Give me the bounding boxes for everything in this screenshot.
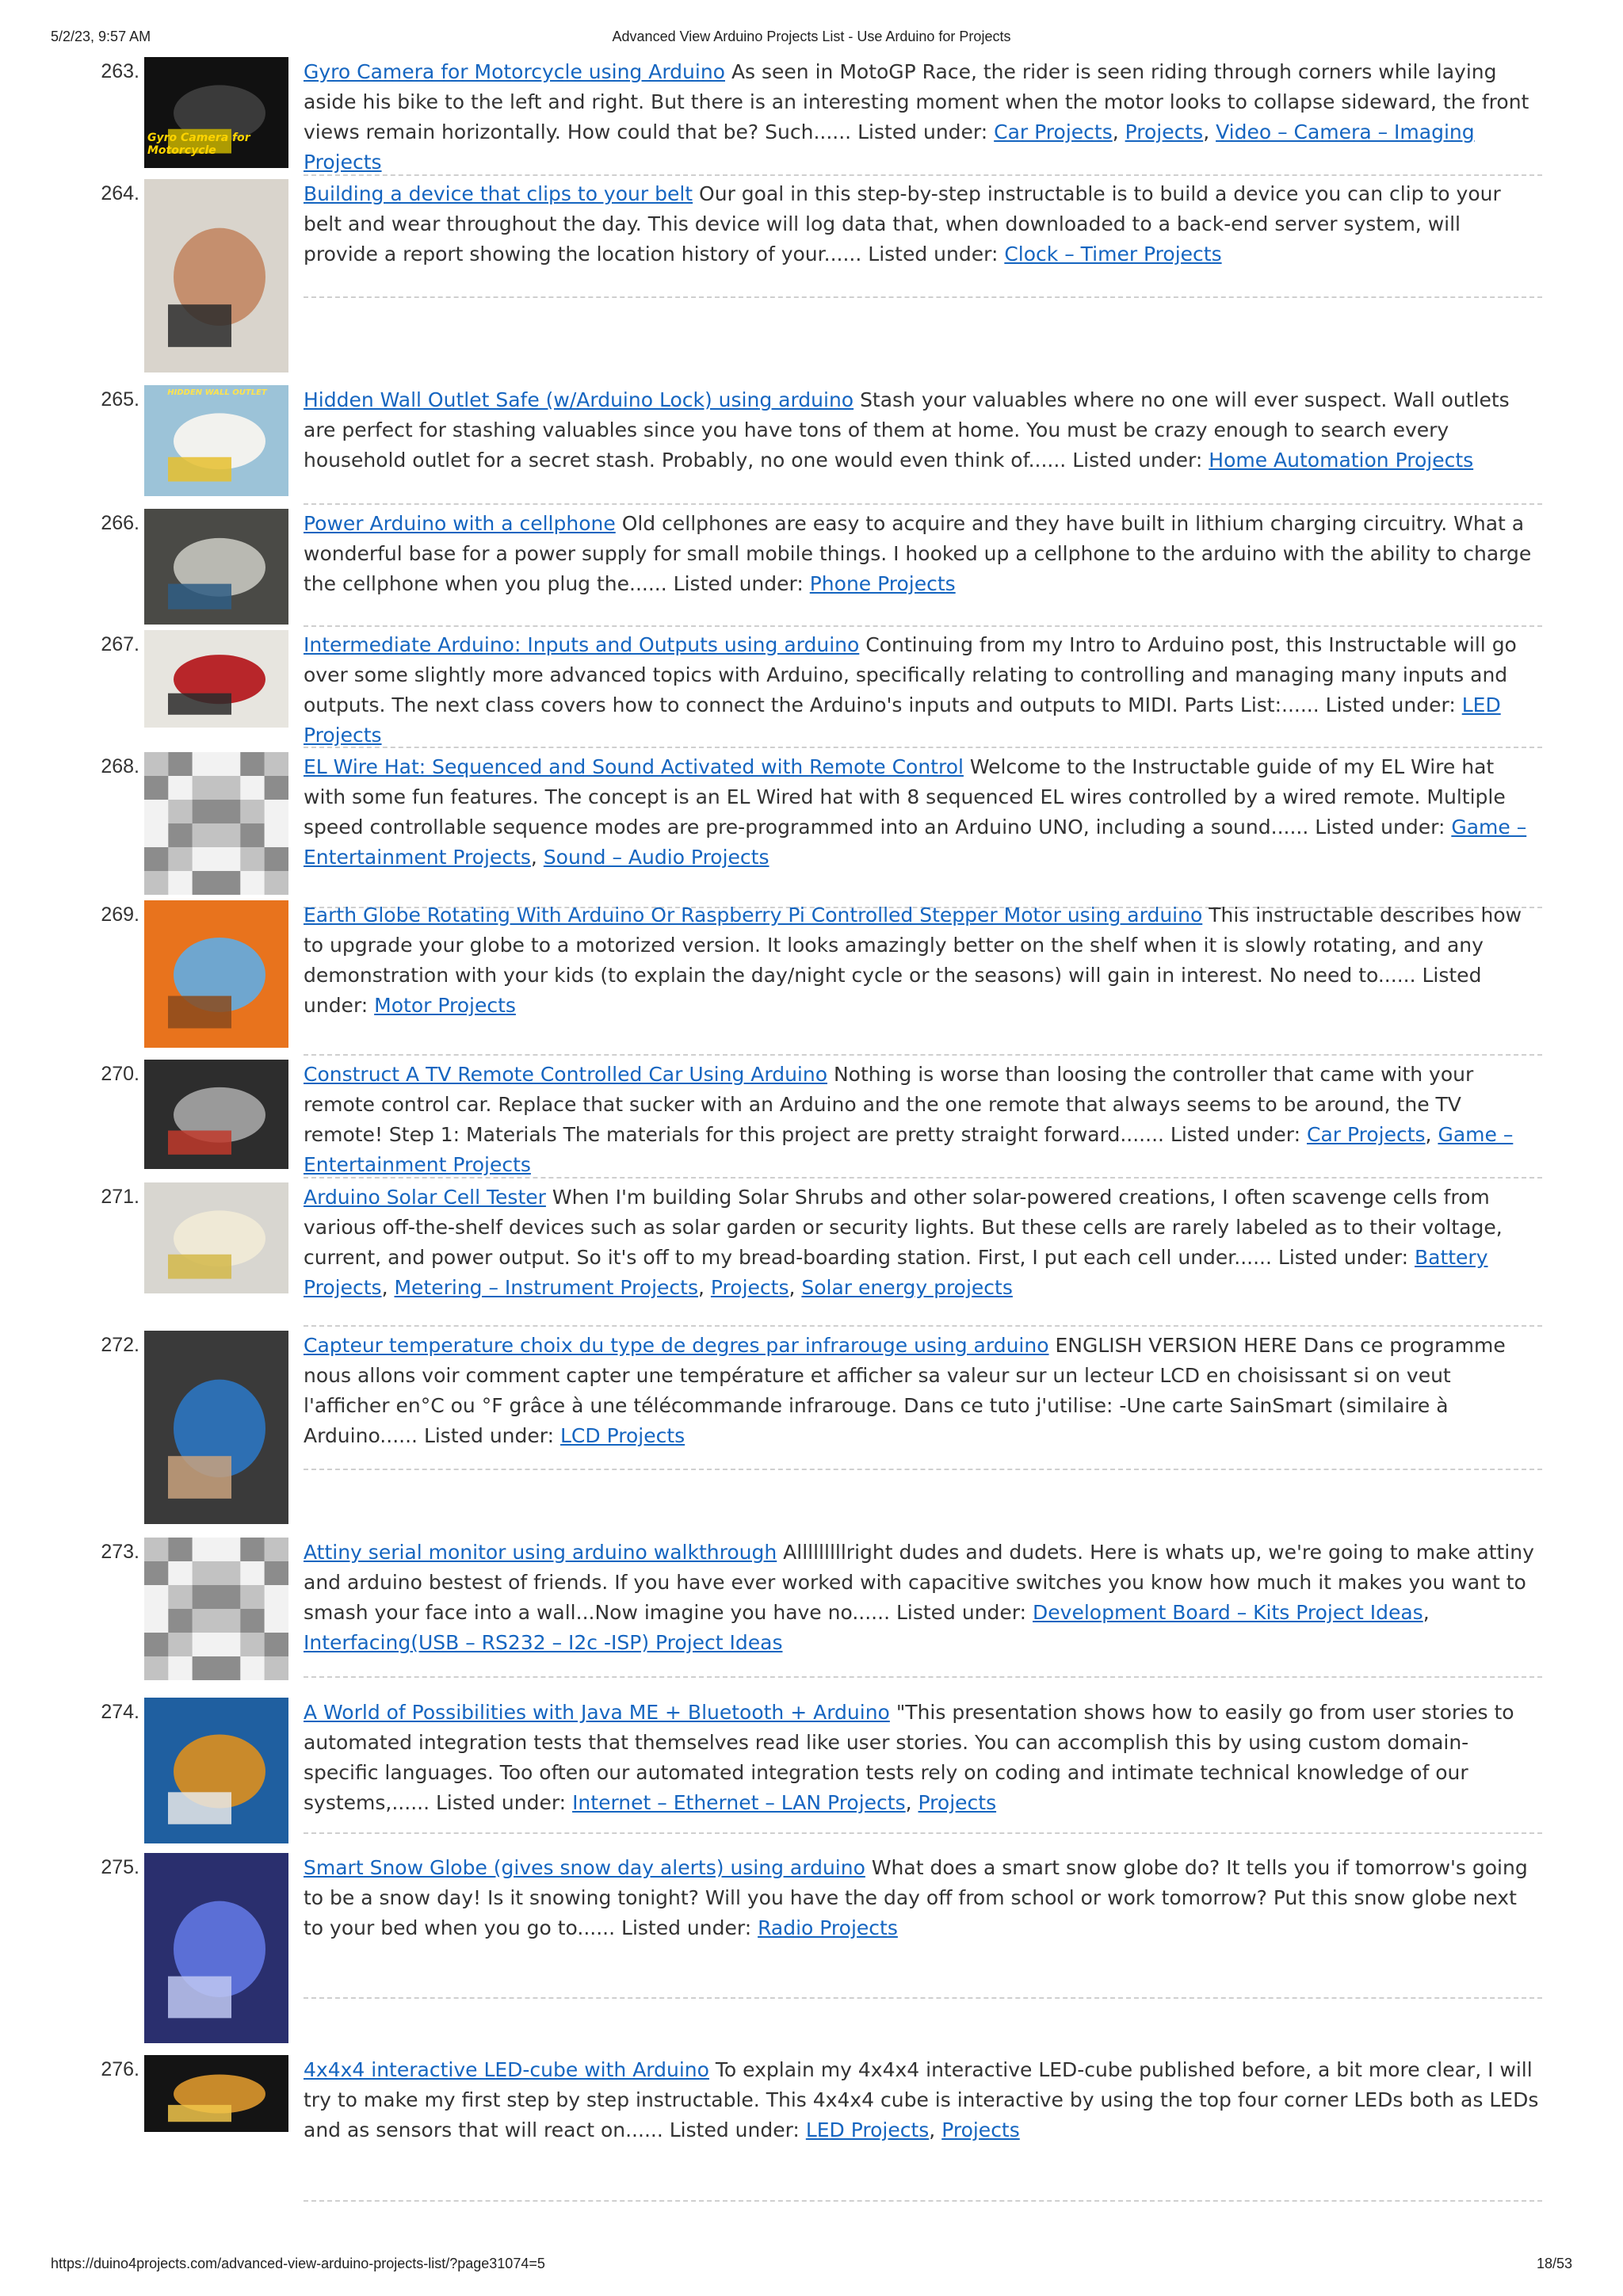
print-header [51, 29, 1572, 48]
category-link[interactable]: Phone Projects [809, 572, 956, 595]
category-link[interactable]: Projects [710, 1276, 789, 1299]
category-link[interactable]: Development Board – Kits Project Ideas [1033, 1601, 1423, 1624]
item-number: 265. [101, 388, 139, 411]
print-footer [51, 2256, 1572, 2275]
thumbnail-caption: HIDDEN WALL OUTLET [167, 388, 267, 397]
category-link[interactable]: Game – Entertainment Projects [304, 1123, 1514, 1176]
project-title-link[interactable]: Building a device that clips to your belt [304, 182, 693, 205]
item-divider [304, 1997, 1542, 1999]
project-thumbnail[interactable] [144, 630, 288, 728]
item-number: 264. [101, 182, 139, 204]
item-body: Construct A TV Remote Controlled Car Using Arduino Nothing is worse than loosing the controller that came with your remote control car. Replace that sucker with an Arduino and the one remote that always seems to be around, the TV remote! Step 1: Materials The materials for this project are pretty straight forward....... Listed under: Car Projects, Game – Entertainment Projects [304, 1063, 1514, 1176]
project-description: When I'm building Solar Shrubs and other solar-powered creations, I often scavenge cells from various off-the-shelf devices such as solar garden or security lights. But these cells are rarely labeled as to their voltage, current, and power output. So it's off to my bread-boarding station. First, I put each cell under...... [304, 1186, 1503, 1269]
category-link[interactable]: Projects [1125, 120, 1204, 143]
project-title-link[interactable]: Capteur temperature choix du type de degres par infrarouge using arduino [304, 1334, 1049, 1357]
category-link[interactable]: Radio Projects [758, 1916, 898, 1939]
item-number: 275. [101, 1856, 139, 1878]
list-item [0, 1698, 1623, 1842]
project-description: This instructable describes how to upgrade your globe to a motorized version. It looks amazingly better on the shelf when it is slowly rotating, and any demonstration with your kids (to explain the day/night cycle or the seasons) will gain in interest. No need to...... [304, 904, 1522, 987]
item-body: A World of Possibilities with Java ME + Bluetooth + Arduino "This presentation shows how to easily go from user stories to automated integration tests that themselves read like user stories. You can accomplish this by using custom domain-specific languages. Too often our automated integration tests rely on coding and intimate technical knowledge of our systems,...... Listed under: Internet – Ethernet – LAN Projects, Projects [304, 1701, 1514, 1814]
item-number: 273. [101, 1541, 139, 1563]
listed-under-label: Listed under: [1315, 816, 1445, 839]
list-item [0, 179, 1623, 379]
category-link[interactable]: Car Projects [994, 120, 1113, 143]
project-thumbnail[interactable] [144, 1060, 288, 1169]
item-body: Gyro Camera for Motorcycle using Arduino As seen in MotoGP Race, the rider is seen riding through corners while laying aside his bike to the left and right. But there is an interesting moment when the motor looks to collapse sideward, the front views remain horizontally. How could that be? Such...... Listed under: Car Projects, Projects, Video – Camera – Imaging Projects [304, 60, 1529, 174]
project-title-link[interactable]: Power Arduino with a cellphone [304, 512, 616, 535]
project-description: Alllllllllright dudes and dudets. Here is whats up, we're going to make attiny and arduino bestest of friends. If you have ever worked with capacitive switches you know how much it makes you want to smash your face into a wall...Now imagine you have no...... [304, 1541, 1534, 1624]
project-title-link[interactable]: Gyro Camera for Motorcycle using Arduino [304, 60, 725, 83]
item-divider [304, 1469, 1542, 1470]
item-body [304, 509, 1540, 599]
item-divider [304, 1832, 1542, 1834]
category-link[interactable]: Clock – Timer Projects [1004, 243, 1222, 266]
item-number: 263. [101, 60, 139, 82]
project-title-link[interactable]: Intermediate Arduino: Inputs and Outputs using arduino [304, 633, 860, 656]
project-description: What does a smart snow globe do? It tells you if tomorrow's going to be a snow day! Is it snowing tonight? Will you have the day off from school or work tomorrow? Put this snow globe next to your bed when you go to...... [304, 1856, 1528, 1939]
project-description: Our goal in this step-by-step instructable is to build a device you can clip to your belt and wear throughout the day. This device will log data that, when downloaded to a back-end server system, will provide a report showing the location history of your...... [304, 182, 1501, 266]
item-divider [304, 2200, 1542, 2202]
listed-under-label: Listed under: [436, 1791, 567, 1814]
project-description: "This presentation shows how to easily go from user stories to automated integration tests that themselves read like user stories. You can accomplish this by using custom domain-specific languages. Too often our automated integration tests rely on coding and intimate technical knowledge of our systems,...... [304, 1701, 1514, 1814]
item-body [304, 1853, 1540, 1943]
item-number: 270. [101, 1063, 139, 1085]
project-thumbnail[interactable] [144, 1331, 288, 1524]
category-link[interactable]: Motor Projects [374, 994, 516, 1017]
category-link[interactable]: Metering – Instrument Projects [394, 1276, 698, 1299]
list-item [0, 2055, 1623, 2176]
category-link[interactable]: LED Projects [304, 693, 1501, 747]
list-item [0, 509, 1623, 625]
item-divider [304, 747, 1542, 748]
item-body [304, 1331, 1540, 1451]
list-item [0, 1538, 1623, 1683]
item-divider [304, 503, 1542, 505]
list-item [0, 900, 1623, 1053]
listed-under-label: Listed under: [1072, 449, 1203, 472]
project-thumbnail[interactable] [144, 509, 288, 625]
listed-under-label: Listed under: [621, 1916, 752, 1939]
project-thumbnail[interactable] [144, 752, 288, 895]
thumbnail-caption: Gyro Camera for Motorcycle [147, 132, 250, 157]
item-number: 268. [101, 755, 139, 777]
listed-under-label: Listed under: [1325, 693, 1456, 716]
item-number: 272. [101, 1334, 139, 1356]
project-title-link[interactable]: Smart Snow Globe (gives snow day alerts) using arduino [304, 1856, 865, 1879]
item-number: 266. [101, 512, 139, 534]
item-body: EL Wire Hat: Sequenced and Sound Activated with Remote Control Welcome to the Instructable guide of my EL Wire hat with some fun features. The concept is an EL Wired hat with 8 sequenced EL wires controlled by a wired remote. Multiple speed controllable sequence modes are pre-programmed into an Arduino UNO, including a sound...... Listed under: Game – Entertainment Projects, Sound – Audio Projects [304, 755, 1527, 869]
category-link[interactable]: Battery Projects [304, 1246, 1488, 1299]
list-item [0, 1853, 1623, 2046]
page-number: 18/53 [1536, 2256, 1572, 2271]
item-number: 269. [101, 904, 139, 926]
list-item [0, 1331, 1623, 1531]
category-link[interactable]: Game – Entertainment Projects [304, 816, 1527, 869]
project-thumbnail[interactable] [144, 1853, 288, 2043]
project-title-link[interactable]: EL Wire Hat: Sequenced and Sound Activated with Remote Control [304, 755, 964, 778]
project-description: ENGLISH VERSION HERE Dans ce programme nous allons voir comment capter une température et afficher sa valeur sur un lecteur LCD en choisissant si on veut l'afficher en°C ou °F grâce à une télécommande infrarouge. Dans ce tuto j'utilise: -Une carte SainSmart (similaire à Arduino...... [304, 1334, 1506, 1447]
list-item [0, 1060, 1623, 1177]
project-title-link[interactable]: 4x4x4 interactive LED-cube with Arduino [304, 2058, 709, 2081]
category-link[interactable]: LED Projects [805, 2118, 930, 2141]
item-body: Arduino Solar Cell Tester When I'm building Solar Shrubs and other solar-powered creations, I often scavenge cells from various off-the-shelf devices such as solar garden or security lights. But these cells are rarely labeled as to their voltage, current, and power output. So it's off to my bread-boarding station. First, I put each cell under...... Listed under: Battery Projects, Metering – Instrument Projects, Projects, Solar energy projects [304, 1186, 1503, 1299]
project-title-link[interactable]: Earth Globe Rotating With Arduino Or Raspberry Pi Controlled Stepper Motor using arduino [304, 904, 1203, 926]
category-link[interactable]: Interfacing(USB – RS232 – I2c -ISP) Project Ideas [304, 1631, 783, 1654]
project-title-link[interactable]: A World of Possibilities with Java ME + Bluetooth + Arduino [304, 1701, 890, 1724]
project-thumbnail[interactable] [144, 1182, 288, 1293]
project-title-link[interactable]: Arduino Solar Cell Tester [304, 1186, 546, 1209]
page-url: https://duino4projects.com/advanced-view-arduino-projects-list/?page31074=5 [51, 2256, 545, 2271]
listed-under-label: Listed under: [857, 120, 988, 143]
item-number: 276. [101, 2058, 139, 2080]
item-divider [304, 1054, 1542, 1056]
listed-under-label: Listed under: [673, 572, 804, 595]
listed-under-label: Listed under: [1170, 1123, 1301, 1146]
project-thumbnail[interactable] [144, 1538, 288, 1680]
print-datetime: 5/2/23, 9:57 AM [51, 29, 151, 44]
list-item [0, 57, 1623, 173]
listed-under-label: Listed under: [669, 2118, 800, 2141]
item-body: 4x4x4 interactive LED-cube with Arduino To explain my 4x4x4 interactive LED-cube published before, a bit more clear, I will try to make my first step by step instructable. This 4x4x4 cube is interactive by using the top four corner LEDs both as LEDs and as sensors that will react on...... Listed under: LED Projects, Projects [304, 2058, 1539, 2141]
project-thumbnail[interactable] [144, 179, 288, 372]
project-thumbnail[interactable] [144, 1698, 288, 1843]
project-thumbnail[interactable] [144, 900, 288, 1048]
project-title-link[interactable]: Hidden Wall Outlet Safe (w/Arduino Lock) using arduino [304, 388, 854, 411]
item-divider [304, 174, 1542, 176]
item-body [304, 630, 1540, 751]
listed-under-label: Listed under: [868, 243, 999, 266]
category-link[interactable]: Internet – Ethernet – LAN Projects [572, 1791, 906, 1814]
page-title: Advanced View Arduino Projects List - Use Arduino for Projects [612, 29, 1011, 44]
item-divider [304, 625, 1542, 627]
item-body [304, 179, 1540, 269]
category-link[interactable]: Car Projects [1306, 1123, 1426, 1146]
item-divider [304, 1177, 1542, 1179]
category-link[interactable]: Video – Camera – Imaging Projects [304, 120, 1475, 174]
list-item [0, 1182, 1623, 1325]
item-divider [304, 1325, 1542, 1327]
category-link[interactable]: Projects [941, 2118, 1020, 2141]
category-link[interactable]: Solar energy projects [801, 1276, 1013, 1299]
listed-under-label: Listed under: [423, 1424, 555, 1447]
item-body: Attiny serial monitor using arduino walkthrough Alllllllllright dudes and dudets. Here is whats up, we're going to make attiny and arduino bestest of friends. If you have ever worked with capacitive switches you know how much it makes you want to smash your face into a wall...Now imagine you have no...... Listed under: Development Board – Kits Project Ideas, Interfacing(USB – RS232 – I2c -ISP) Project Ideas [304, 1541, 1534, 1654]
list-item [0, 752, 1623, 895]
list-item [0, 385, 1623, 504]
project-thumbnail[interactable] [144, 2055, 288, 2132]
listed-under-label: Listed under: [1277, 1246, 1409, 1269]
project-description: To explain my 4x4x4 interactive LED-cube published before, a bit more clear, I will try to make my first step by step instructable. This 4x4x4 cube is interactive by using the top four corner LEDs both as LEDs and as sensors that will react on...... [304, 2058, 1539, 2141]
project-title-link[interactable]: Construct A TV Remote Controlled Car Using Arduino [304, 1063, 827, 1086]
project-description: As seen in MotoGP Race, the rider is seen riding through corners while laying aside his bike to the left and right. But there is an interesting moment when the motor looks to collapse sideward, the front views remain horizontally. How could that be? Such...... [304, 60, 1529, 143]
item-divider [304, 1676, 1542, 1678]
listed-under-label: Listed under: [896, 1601, 1027, 1624]
project-title-link[interactable]: Attiny serial monitor using arduino walkthrough [304, 1541, 777, 1564]
category-link[interactable]: Sound – Audio Projects [543, 846, 769, 869]
project-thumbnail[interactable] [144, 57, 288, 168]
project-description: Continuing from my Intro to Arduino post, this Instructable will go over some slightly more advanced topics with Arduino, specifically relating to controlling and managing many inputs and outputs. The next class covers how to connect the Arduino's inputs and outputs to MIDI. Parts List:...... [304, 633, 1517, 716]
item-number: 267. [101, 633, 139, 655]
project-description: Welcome to the Instructable guide of my EL Wire hat with some fun features. The concept is an EL Wired hat with 8 sequenced EL wires controlled by a wired remote. Multiple speed controllable sequence modes are pre-programmed into an Arduino UNO, including a sound...... [304, 755, 1506, 839]
list-item [0, 630, 1623, 747]
item-divider [304, 296, 1542, 298]
item-number: 271. [101, 1186, 139, 1208]
category-link[interactable]: LCD Projects [560, 1424, 685, 1447]
project-description: Old cellphones are easy to acquire and they have built in lithium charging circuitry. What a wonderful base for a power supply for small mobile things. I hooked up a cellphone to the arduino with the ability to charge the cellphone when you plug the...... [304, 512, 1532, 595]
item-body [304, 385, 1540, 476]
item-body [304, 900, 1540, 1021]
category-link[interactable]: Projects [918, 1791, 997, 1814]
project-description: Stash your valuables where no one will ever suspect. Wall outlets are perfect for stashing valuables since you have tons of them at home. You must be crazy enough to search every household outlet for a secret stash. Probably, no one would even think of...... [304, 388, 1510, 472]
category-link[interactable]: Home Automation Projects [1209, 449, 1474, 472]
project-thumbnail[interactable] [144, 385, 288, 496]
listed-under-label: Listed under: [304, 964, 1482, 1017]
item-number: 274. [101, 1701, 139, 1723]
project-description: Nothing is worse than loosing the controller that came with your remote control car. Replace that sucker with an Arduino and the one remote that always seems to be around, the TV remote! Step 1: Materials The materials for this project are pretty straight forward....... [304, 1063, 1474, 1146]
